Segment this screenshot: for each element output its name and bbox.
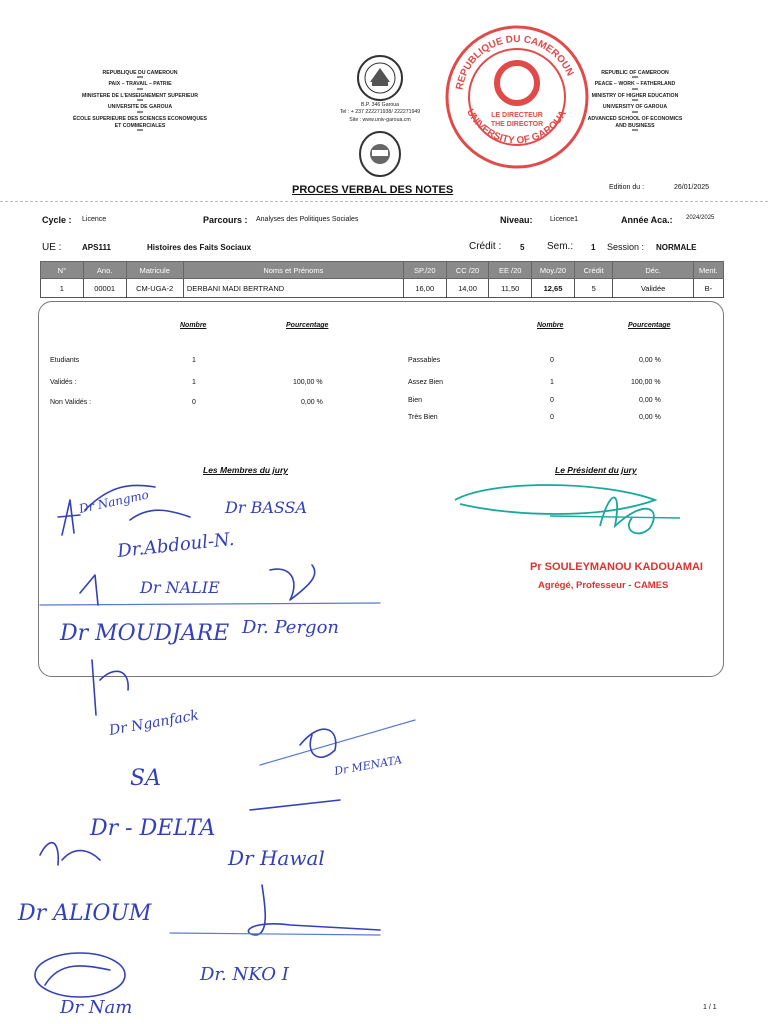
president-name: Pr SOULEYMANOU KADOUAMAI [530, 561, 703, 573]
annee-value: 2024/2025 [686, 215, 715, 221]
header-center [320, 102, 440, 124]
stat-pct: 0,00 % [301, 399, 323, 406]
header-right-line: AND BUSINESS [615, 123, 655, 130]
header-right-line: UNIVERSITY OF GAROUA [602, 104, 668, 111]
svg-text:Dr NALIE: Dr NALIE [140, 578, 220, 597]
stat-nombre: 0 [550, 357, 554, 364]
header-right-line: MINISTRY OF HIGHER EDUCATION [591, 92, 679, 99]
col-header: Crédit [574, 262, 613, 279]
svg-text:Dr ALIOUM: Dr ALIOUM [18, 901, 152, 926]
edition-date: 26/01/2025 [674, 184, 710, 191]
col-header: EE /20 [489, 262, 532, 279]
col-header: Noms et Prénoms [183, 262, 403, 279]
stat-label: Très Bien [408, 414, 438, 421]
svg-text:Dr Hawal: Dr Hawal [228, 846, 325, 870]
col-header: Déc. [613, 262, 693, 279]
header-left-line: ÉCOLE SUPERIEURE DES SCIENCES ECONOMIQUES [72, 115, 208, 122]
address-tel: Tel : + 237 222271938/ 222271949 [339, 109, 421, 116]
svg-text:Dr Nam: Dr Nam [60, 997, 133, 1018]
header-left-line: ET COMMERCIALES [114, 123, 166, 130]
stat-label: Assez Bien [408, 379, 444, 386]
stat-nombre: 0 [550, 397, 554, 404]
svg-text:Dr - DELTA: Dr - DELTA [90, 816, 216, 841]
session-value: NORMALE [656, 243, 697, 252]
stamp-line1: LE DIRECTEUR [491, 112, 543, 119]
stat-nombre: 1 [192, 379, 196, 386]
col-header: SP./20 [403, 262, 446, 279]
stat-nombre: 0 [192, 399, 196, 406]
jury-members-title: Les Membres du jury [203, 465, 289, 475]
parcours-value: Analyses des Politiques Sociales [256, 216, 359, 223]
table-row [41, 279, 724, 298]
ue-name: Histoires des Faits Sociaux [147, 243, 252, 252]
svg-text:Dr BASSA: Dr BASSA [225, 498, 308, 517]
stat-label: Bien [408, 397, 423, 404]
cell-moy: 12,65 [532, 279, 575, 298]
svg-text:Dr.Abdoul-N.: Dr.Abdoul-N. [116, 528, 236, 562]
svg-text:Dr. Pergon: Dr. Pergon [242, 617, 340, 638]
svg-text:SA: SA [130, 766, 161, 791]
cell-credit: 5 [574, 279, 613, 298]
stat-nombre: 0 [550, 414, 554, 421]
svg-text:Dr. NKO I: Dr. NKO I [200, 964, 289, 985]
document-title: PROCES VERBAL DES NOTES [292, 184, 454, 196]
grades-table [40, 261, 724, 298]
col-header: Ano. [83, 262, 126, 279]
cell-dec: Validée [613, 279, 693, 298]
ue-code: APS111 [82, 243, 111, 252]
stamp-line2: THE DIRECTOR [490, 121, 544, 128]
stat-pct: 100,00 % [631, 379, 661, 386]
stat-label: Etudiants [50, 357, 80, 364]
ue-label: UE : [42, 242, 62, 253]
sem-value: 1 [591, 243, 596, 252]
header-right: REPUBLIC OF CAMEROON *** PEACE – WORK – FATHERLAND *** MINISTRY OF HIGHER EDUCATION *** UNIVERSITY OF GAROUA *** ADVANCED SCHOOL OF ECONOMICS AND BUSINESS *** [560, 70, 710, 134]
header-right-line: REPUBLIC OF CAMEROON [601, 70, 669, 76]
credit-value: 5 [520, 243, 525, 252]
header-left-line: MINISTERE DE L'ENSEIGNEMENT SUPERIEUR [82, 92, 198, 99]
stat-pct: 0,00 % [639, 357, 661, 364]
jury-signatures [0, 465, 768, 1024]
col-header: CC /20 [446, 262, 489, 279]
cell-sp: 16,00 [403, 279, 446, 298]
col-pourcentage-right: Pourcentage [628, 322, 671, 329]
cell-matricule: CM-UGA-2 [126, 279, 183, 298]
stamp-bottom-text: UNIVERSITY OF GAROUA [464, 107, 569, 147]
svg-text:Dr Nangmo: Dr Nangmo [77, 487, 150, 516]
divider [0, 201, 768, 202]
school-logo [358, 130, 402, 178]
stat-nombre: 1 [192, 357, 196, 364]
cycle-value: Licence [82, 216, 107, 223]
header-left-line: REPUBLIQUE DU CAMEROUN [102, 70, 178, 76]
svg-text:Dr Nganfack: Dr Nganfack [107, 707, 201, 739]
cell-ee: 11,50 [489, 279, 532, 298]
header-right-line: PEACE – WORK – FATHERLAND [594, 81, 676, 88]
stamp-top-text: REPUBLIQUE DU CAMEROUN [454, 34, 576, 91]
stat-nombre: 1 [550, 379, 554, 386]
stat-pct: 0,00 % [639, 397, 661, 404]
edition-label: Edition du : [609, 184, 645, 191]
stat-label: Non Validés : [50, 399, 92, 406]
header-right-line: ADVANCED SCHOOL OF ECONOMICS [587, 115, 683, 122]
cell-cc: 14,00 [446, 279, 489, 298]
sem-label: Sem.: [547, 241, 574, 252]
col-header: Moy./20 [532, 262, 575, 279]
col-nombre-right: Nombre [537, 322, 564, 329]
address-bp: B.P. 346 Garoua [361, 102, 399, 108]
col-pourcentage-left: Pourcentage [286, 322, 329, 329]
niveau-value: Licence1 [550, 216, 579, 223]
header-left-line: PAIX – TRAVAIL – PATRIE [108, 81, 172, 88]
jury-president-title: Le Président du jury [555, 465, 637, 475]
stat-label: Validés : [50, 379, 77, 386]
parcours-label: Parcours : [203, 215, 248, 225]
cell-name: DERBANI MADI BERTRAND [183, 279, 403, 298]
session-label: Session : [607, 242, 645, 252]
col-header: Matricule [126, 262, 183, 279]
stat-label: Passables [408, 357, 441, 364]
svg-text:Dr MENATA: Dr MENATA [333, 753, 403, 778]
annee-label: Année Aca.: [621, 215, 673, 225]
table-header-row [41, 262, 724, 279]
stat-pct: 100,00 % [293, 379, 323, 386]
credit-label: Crédit : [469, 241, 502, 252]
header-left: REPUBLIQUE DU CAMEROUN *** PAIX – TRAVAIL – PATRIE *** MINISTERE DE L'ENSEIGNEMENT SUPERIEUR *** UNIVERSITE DE GAROUA *** ÉCOLE SUPERIEURE DES SCIENCES ECONOMIQUES ET COMMERCIALES *** [50, 70, 230, 134]
cycle-label: Cycle : [42, 215, 72, 225]
cell-ment: B- [693, 279, 723, 298]
col-header: N° [41, 262, 84, 279]
niveau-label: Niveau: [500, 215, 533, 225]
cell-n: 1 [41, 279, 84, 298]
university-logo [356, 54, 404, 102]
col-nombre-left: Nombre [180, 322, 207, 329]
address-site: Site : www.univ-garoua.cm [349, 116, 411, 123]
header-left-line: UNIVERSITE DE GAROUA [107, 104, 173, 111]
page-number: 1 / 1 [703, 1004, 717, 1011]
president-rank: Agrégé, Professeur - CAMES [538, 580, 669, 591]
col-header: Ment. [693, 262, 723, 279]
stat-pct: 0,00 % [639, 414, 661, 421]
cell-ano: 00001 [83, 279, 126, 298]
svg-text:Dr MOUDJARE: Dr MOUDJARE [60, 621, 230, 646]
